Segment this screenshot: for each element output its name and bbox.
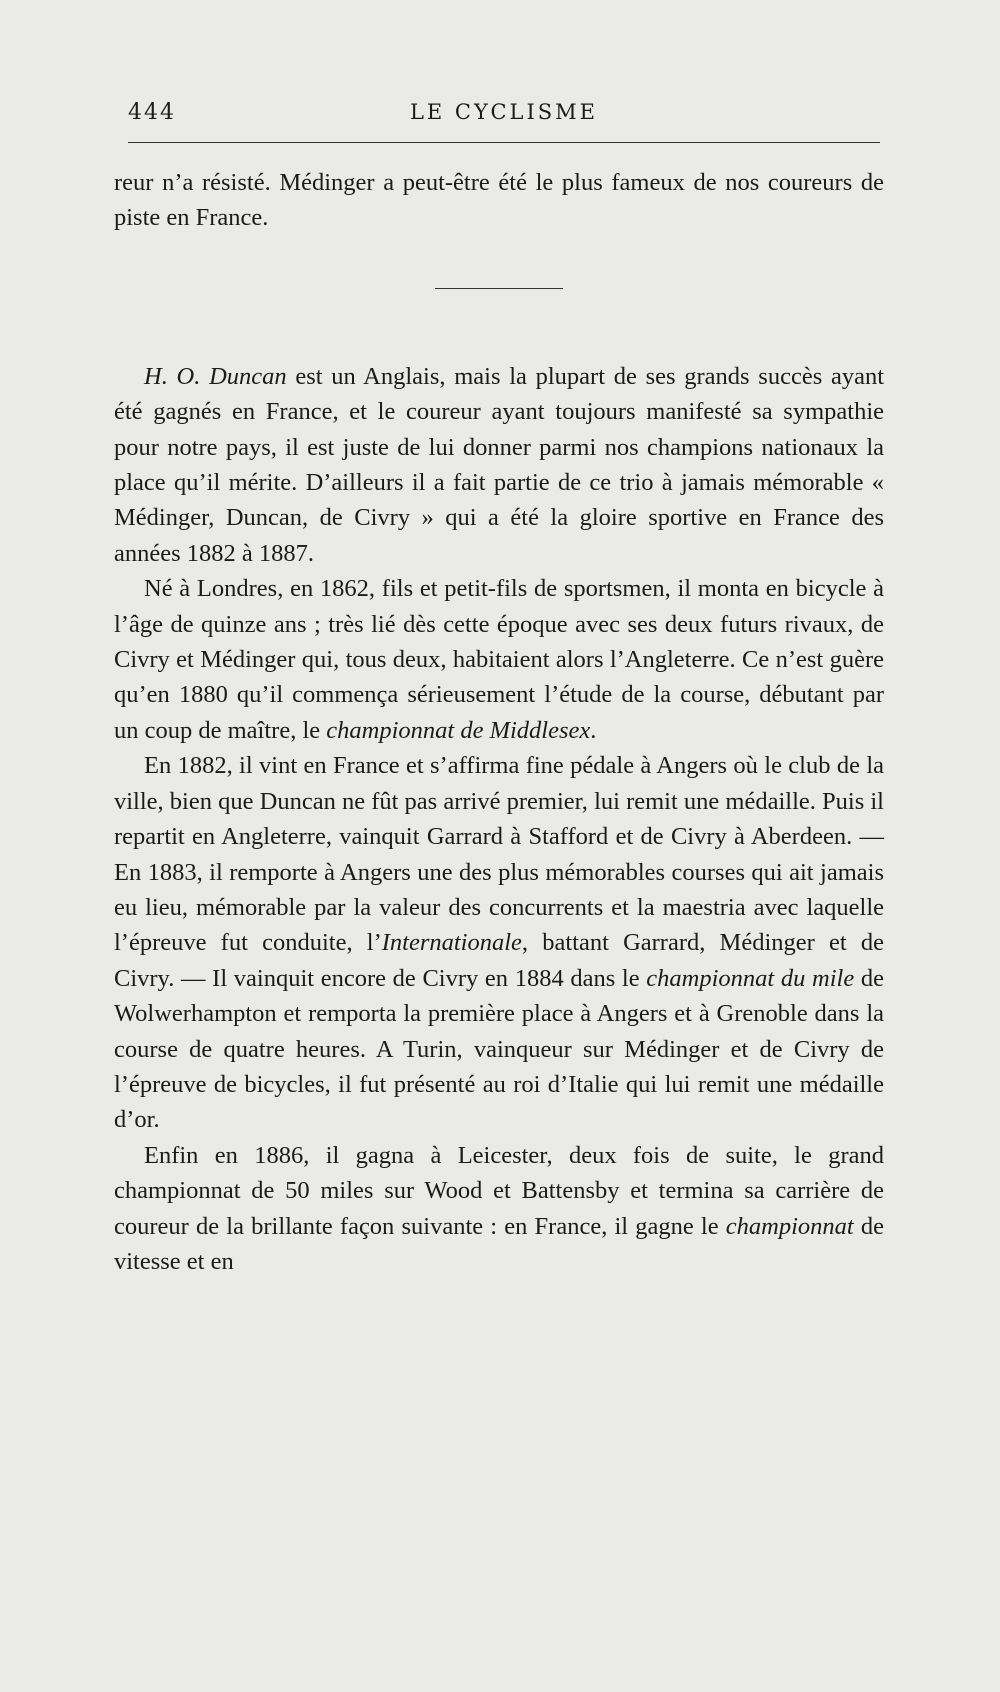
page-header — [124, 100, 884, 130]
subject-name: H. O. Duncan — [144, 362, 287, 390]
paragraph-4-emphasis-1: Internationale — [381, 929, 522, 957]
paragraph-1 — [114, 165, 884, 236]
paragraph-5 — [114, 1138, 884, 1280]
paragraph-4-emphasis-2: championnat du mile — [646, 964, 855, 992]
paragraph-4 — [114, 748, 884, 1137]
paragraph-4-text-c: de Wolwerhampton et remporta la première place à Angers et à Grenoble dans la course de quatre heures. A Turin, vainqueur sur Médinger et de Civry de l’épreuve de bicycles, il fut présenté au roi d’Italie qui lui remit une médaille d’or. — [114, 964, 885, 1134]
paragraph-2 — [114, 359, 884, 571]
running-title: LE CYCLISME — [409, 100, 599, 124]
paragraph-5-emphasis: championnat — [725, 1212, 854, 1240]
section-separator — [435, 288, 563, 289]
paragraph-3 — [114, 571, 884, 748]
page-number: 444 — [128, 100, 176, 125]
paragraph-3-text-a: Né à Londres, en 1862, fils et petit-fils de sportsmen, il monta en bicycle à l’âge de quinze ans ; très lié dès cette époque avec ses deux futurs rivaux, de Civry et Médinger qui, tous deux, habitaient alors l’Angleterre. Ce n’est guère qu’en 1880 qu’il commença sérieusement l’étude de la course, débutant par un coup de maître, le — [114, 575, 884, 744]
body-text — [114, 165, 884, 1279]
paragraph-2-text: est un Anglais, mais la plupart de ses grands succès ayant été gagnés en France, et le coureur ayant toujours manifesté sa sympathie pour notre pays, il est juste de lui donner parmi nos champions nationaux la place qu’il mérite. D’ailleurs il a fait partie de ce trio à jamais mémorable « Médinger, Duncan, de Civry » qui a été la gloire sportive en France des années 1882 à 1887. — [114, 362, 884, 567]
header-rule — [128, 142, 880, 143]
paragraph-5-text-b: de vitesse et en — [114, 1212, 884, 1275]
paragraph-3-emphasis: championnat de Middlesex — [326, 716, 591, 744]
paragraph-4-text-a: En 1882, il vint en France et s’affirma fine pédale à Angers où le club de la ville, bien que Duncan ne fût pas arrivé premier, lui remit une médaille. Puis il repartit en Angleterre, vainquit Garrard à Stafford et de Civry à Aberdeen. — En 1883, il remporte à Angers une des plus mémorables courses qui ait jamais eu lieu, mémorable par la valeur des concurrents et la maestria avec laquelle l’épreuve fut conduite, l’ — [114, 752, 884, 957]
paragraph-4-text-b: , battant Garrard, Médinger et de Civry. — Il vainquit encore de Civry en 1884 dans le — [114, 929, 884, 992]
paragraph-1-text: reur n’a résisté. Médinger a peut-être été le plus fameux de nos coureurs de piste en France. — [114, 169, 884, 232]
paragraph-3-text-b: . — [590, 716, 597, 744]
paragraph-5-text-a: Enfin en 1886, il gagna à Leicester, deux fois de suite, le grand championnat de 50 miles sur Wood et Battensby et termina sa carrière de coureur de la brillante façon suivante : en France, il gagne le — [114, 1141, 884, 1240]
